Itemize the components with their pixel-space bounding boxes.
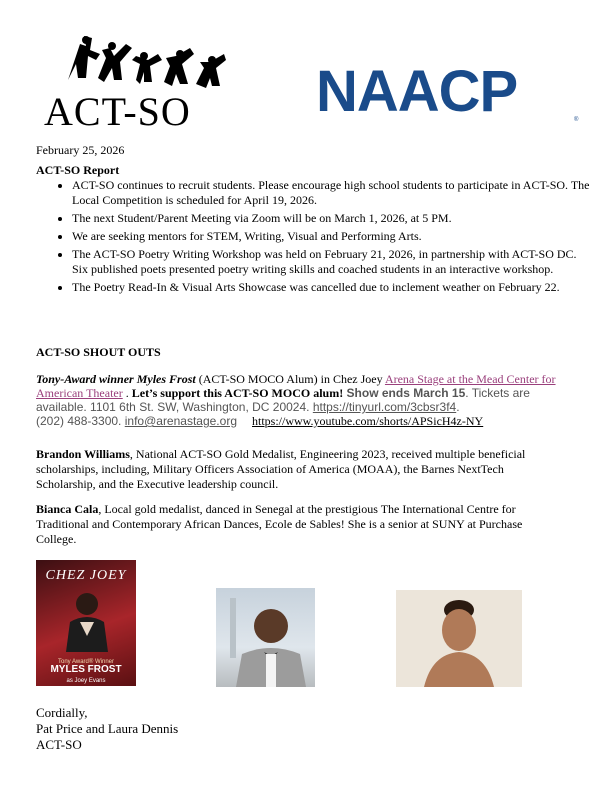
list-item: • We are seeking mentors for STEM, Writing, Visual and Performing Arts. xyxy=(72,229,592,244)
brandon-name: Brandon Williams xyxy=(36,447,130,461)
poster-award: Tony Award® Winner xyxy=(57,659,114,665)
list-item: • The ACT-SO Poetry Writing Workshop was held on February 21, 2026, in partnership with ACT-SO DC. Six published poets presented poetry writing skills and coached students in an interactive workshop. xyxy=(72,247,592,277)
bianca-shoutout xyxy=(36,502,556,547)
poster-role: as Joey Evans xyxy=(66,678,106,684)
chez-joey-poster xyxy=(36,560,136,686)
bianca-portrait-icon xyxy=(396,590,522,687)
tony-name: Tony-Award winner Myles Frost xyxy=(36,372,196,386)
tickets-text: . Tickets are available. 1101 6th St. SW, Washington, DC 20024. xyxy=(36,386,530,414)
tony-text: (ACT-SO MOCO Alum) in Chez Joey xyxy=(195,372,385,386)
performer-silhouette-icon xyxy=(60,588,114,652)
tinyurl-link[interactable]: https://tinyurl.com/3cbsr3f4 xyxy=(312,400,457,414)
bianca-name: Bianca Cala xyxy=(36,502,99,516)
list-item: • ACT-SO continues to recruit students. Please encourage high school students to participate in ACT-SO. The Local Competition is scheduled for April 19, 2026. xyxy=(72,178,592,208)
youtube-link[interactable]: https://www.youtube.com/shorts/APSicH4z-NY xyxy=(252,414,484,428)
list-item: • The next Student/Parent Meeting via Zoom will be on March 1, 2026, at 5 PM. xyxy=(72,211,592,226)
list-item: • The Poetry Read-In & Visual Arts Showcase was cancelled due to inclement weather on February 22. xyxy=(72,280,592,295)
naacp-registered-mark: ® xyxy=(574,117,579,123)
poster-title: CHEZ JOEY xyxy=(45,568,127,583)
tony-text: . xyxy=(456,400,460,414)
tony-shoutout xyxy=(36,372,576,428)
brandon-text: , National ACT-SO Gold Medalist, Engineering 2023, received multiple beneficial scholarships, including, Military Officers Association of America (MOAA), the Barnes NextTech Scholarship, and the Executive leadership council. xyxy=(36,447,526,491)
letter-date: February 25, 2026 xyxy=(36,143,125,157)
bianca-photo xyxy=(396,590,522,687)
actso-logo xyxy=(40,34,240,134)
tony-text: . xyxy=(122,386,132,400)
bianca-text: , Local gold medalist, danced in Senegal at the prestigious The International Centre for Traditional and Contemporary African Dances, Ecole de Sables! She is a senior at SUNY at Purchase College. xyxy=(36,502,523,546)
brandon-shoutout xyxy=(36,447,556,492)
signoff-org: ACT-SO xyxy=(36,737,82,752)
brandon-photo xyxy=(216,588,315,687)
dancers-silhouette-icon xyxy=(40,34,240,96)
closing: Cordially, xyxy=(36,705,88,720)
brandon-portrait-icon xyxy=(216,588,315,687)
naacp-logo: NAACP xyxy=(316,59,518,124)
email-link[interactable]: info@arenastage.org xyxy=(124,414,237,428)
report-list xyxy=(36,178,592,298)
phone-text: (202) 488-3300. xyxy=(36,414,125,428)
report-heading: ACT-SO Report xyxy=(36,163,120,177)
show-ends-text: Show ends March 15 xyxy=(343,386,466,400)
signoff xyxy=(36,705,178,753)
signers: Pat Price and Laura Dennis xyxy=(36,721,179,736)
support-text: Let’s support this ACT-SO MOCO alum! xyxy=(131,386,344,400)
shoutouts-heading: ACT-SO SHOUT OUTS xyxy=(36,345,161,359)
arena-stage-link[interactable]: Arena Stage at the Mead Center for American Theater xyxy=(36,372,556,400)
actso-logo-text: ACT-SO xyxy=(44,89,191,134)
poster-star: MYLES FROST xyxy=(50,664,122,675)
